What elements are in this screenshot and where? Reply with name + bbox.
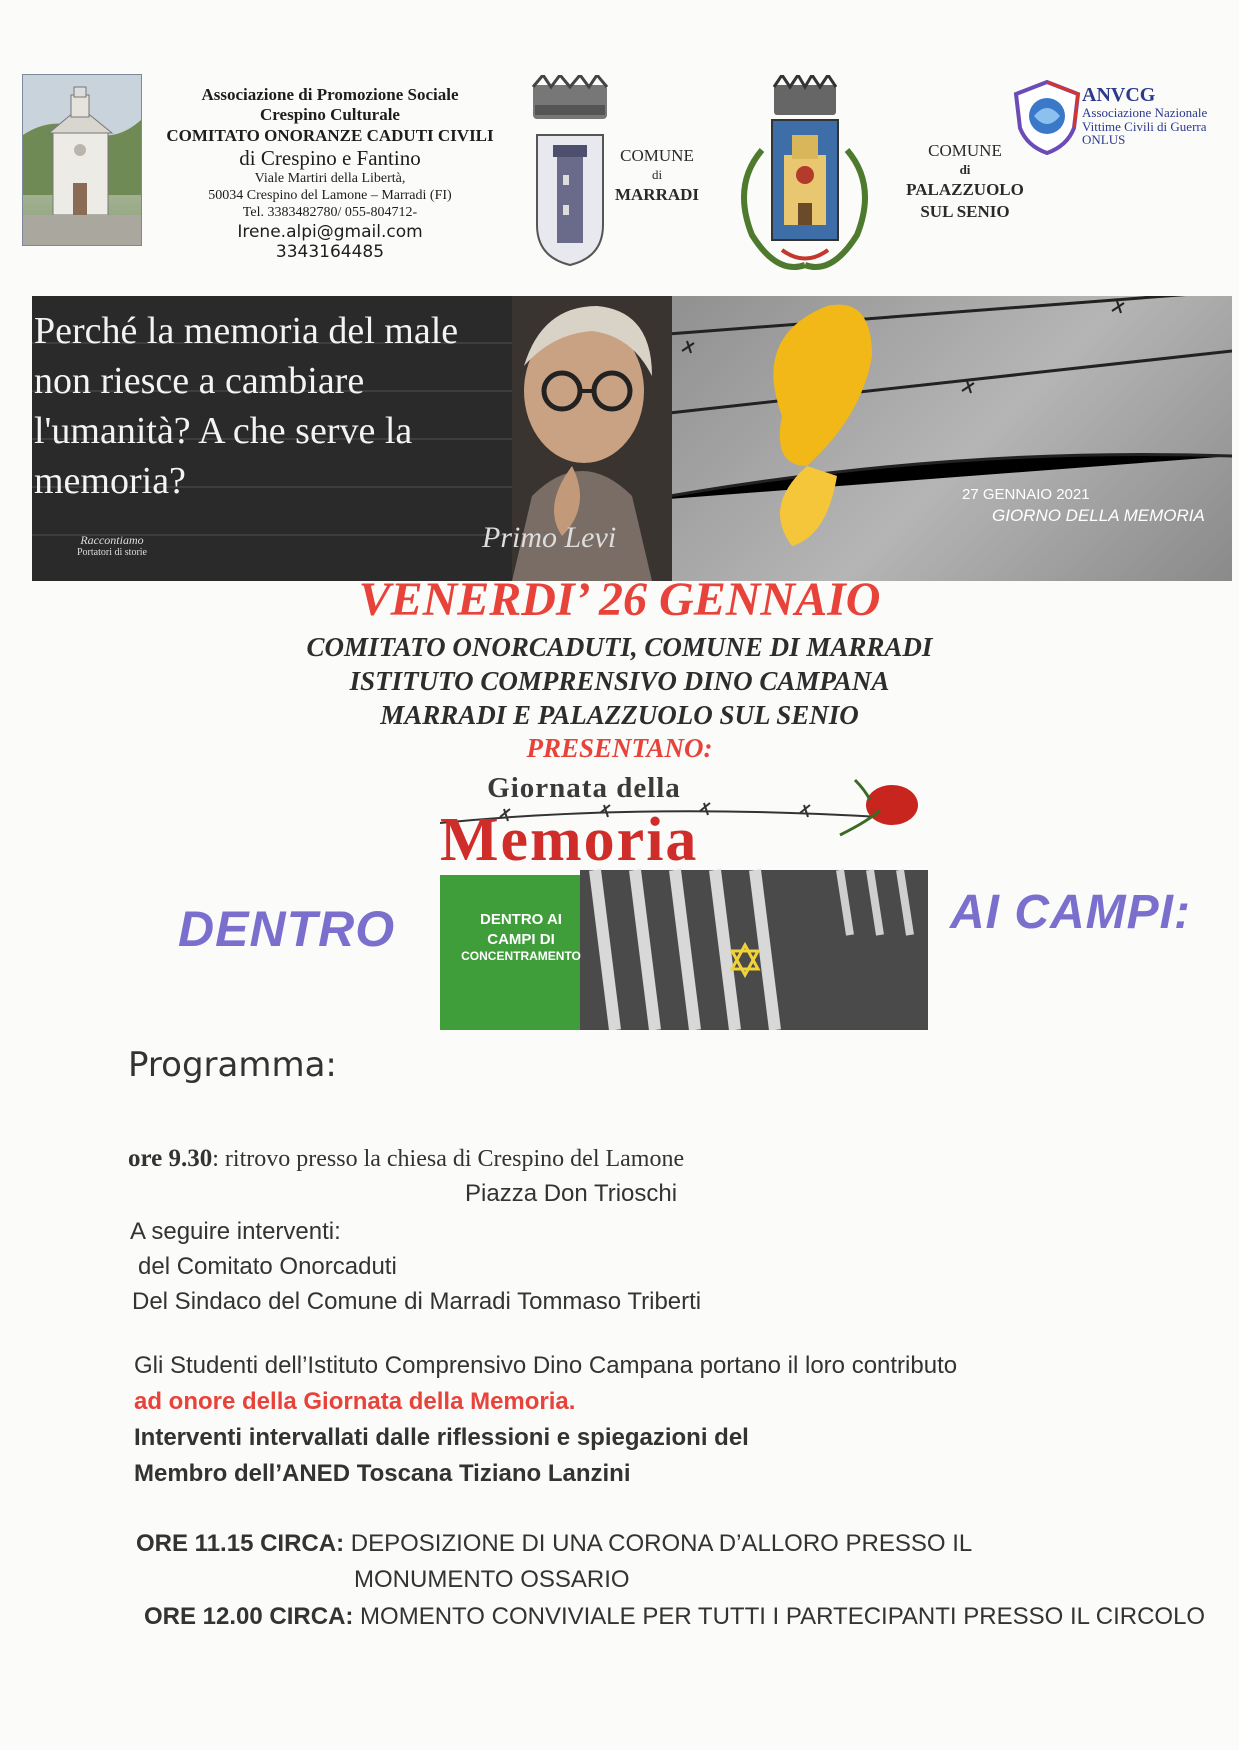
interventions-line: Interventi intervallati dalle riflessioni e spiegazioni del [134,1424,749,1451]
anvcg-acronym: ANVCG [1082,84,1156,106]
organizer-line: COMITATO ONORCADUTI, COMUNE DI MARRADI [306,632,933,662]
memory-banner [32,296,1232,581]
banner-date: 27 GENNAIO 2021 [962,486,1090,503]
green-box-text [452,910,590,965]
programme-item-1200 [144,1603,1205,1631]
comune-marradi-line1: COMUNE [620,146,694,165]
comune-marradi [612,145,702,206]
comune-palazzuolo-line4: SUL SENIO [920,202,1010,222]
comune-marradi-line3: MARRADI [614,184,700,204]
anvcg-text [1082,85,1232,147]
church-photo [22,74,142,246]
association-type: Associazione di Promozione Sociale [201,85,459,104]
anvcg-line1: Associazione Nazionale [1082,105,1208,120]
quote-line: l'umanità? A che serve la [34,410,413,452]
quote-line: Perché la memoria del male [34,310,459,352]
speaker-sindaco: Del Sindaco del Comune di Marradi Tommaso Triberti [132,1288,702,1315]
raccontiamo-logo [77,534,147,558]
anvcg-line2: Vittime Civili di Guerra [1082,118,1207,134]
organizer-line: MARRADI E PALAZZUOLO SUL SENIO [380,700,859,730]
green-line: CAMPI DI [487,930,555,948]
primo-levi-signature: Primo Levi [482,521,617,554]
email: Irene.alpi@gmail.com [237,221,423,242]
giornata-della-label: Giornata della [487,772,681,804]
anvcg-line3: ONLUS [1082,132,1126,148]
presents-label: PRESENTANO: [526,733,713,763]
dentro-label: DENTRO [178,901,396,957]
item-1115-text: DEPOSIZIONE DI UNA CORONA D’ALLORO PRESSO IL [344,1530,973,1557]
committee-name: COMITATO ONORANZE CADUTI CIVILI [166,125,494,145]
following-label: A seguire interventi: [130,1218,341,1245]
event-date: VENERDI’ 26 GENNAIO [358,573,881,626]
banner-quote [34,306,534,506]
phone: Tel. 3383482780/ 055-804712- [242,204,418,220]
mobile: 3343164485 [275,242,385,263]
ai-campi-label: AI CAMPI: [950,886,1191,939]
banner-day: GIORNO DELLA MEMORIA [992,506,1205,525]
raccontiamo-subtitle: Portatori di storie [77,547,147,559]
speaker-comitato: del Comitato Onorcaduti [138,1253,397,1280]
time-1115: ORE 11.15 CIRCA: [136,1530,345,1557]
item-1200-text: MOMENTO CONVIVIALE PER TUTTI I PARTECIPANTI PRESSO IL CIRCOLO [353,1603,1206,1630]
comune-palazzuolo-line3: PALAZZUOLO [906,179,1024,199]
students-line: Gli Studenti dell’Istituto Comprensivo Dino Campana portano il loro contributo [134,1352,958,1379]
association-block [140,85,520,263]
quote-line: memoria? [34,460,186,502]
item-930-text: : ritrovo presso la chiesa di Crespino del Lamone [212,1146,685,1172]
item-1115-continuation: MONUMENTO OSSARIO [354,1566,630,1593]
banner-barbed-wire-photo [642,296,1232,581]
raccontiamo-name: Raccontiamo [80,533,144,547]
address-street: Viale Martiri della Libertà, [254,171,406,187]
quote-line: non riesce a cambiare [34,360,365,402]
programme-heading: Programma: [128,1045,337,1085]
organizer-line: ISTITUTO COMPRENSIVO DINO CAMPANA [349,666,890,696]
green-line: DENTRO AI [480,911,562,928]
item-930-place: Piazza Don Trioschi [465,1180,678,1207]
address-city: 50034 Crespino del Lamone – Marradi (FI) [208,188,452,204]
member-line: Membro dell’ANED Toscana Tiziano Lanzini [134,1460,631,1487]
green-line: CONCENTRAMENTO [461,949,581,963]
honour-line: ad onore della Giornata della Memoria. [134,1388,576,1415]
programme-item-1115 [136,1530,972,1558]
memoria-label: Memoria [440,806,699,874]
palazzuolo-crest-icon [722,75,887,275]
time-1200: ORE 12.00 CIRCA: [144,1603,354,1630]
comune-marradi-line2: di [651,167,663,183]
programme-item-930 [128,1145,684,1173]
association-name: Crespino Culturale [260,105,400,125]
anvcg-shield-icon [1012,80,1082,155]
comune-palazzuolo-line1: COMUNE [928,141,1002,160]
committee-place: di Crespino e Fantino [239,146,421,171]
marradi-crest-icon [525,75,615,270]
time-930: ore 9.30 [128,1145,213,1172]
comune-palazzuolo-line2: di [959,162,971,178]
